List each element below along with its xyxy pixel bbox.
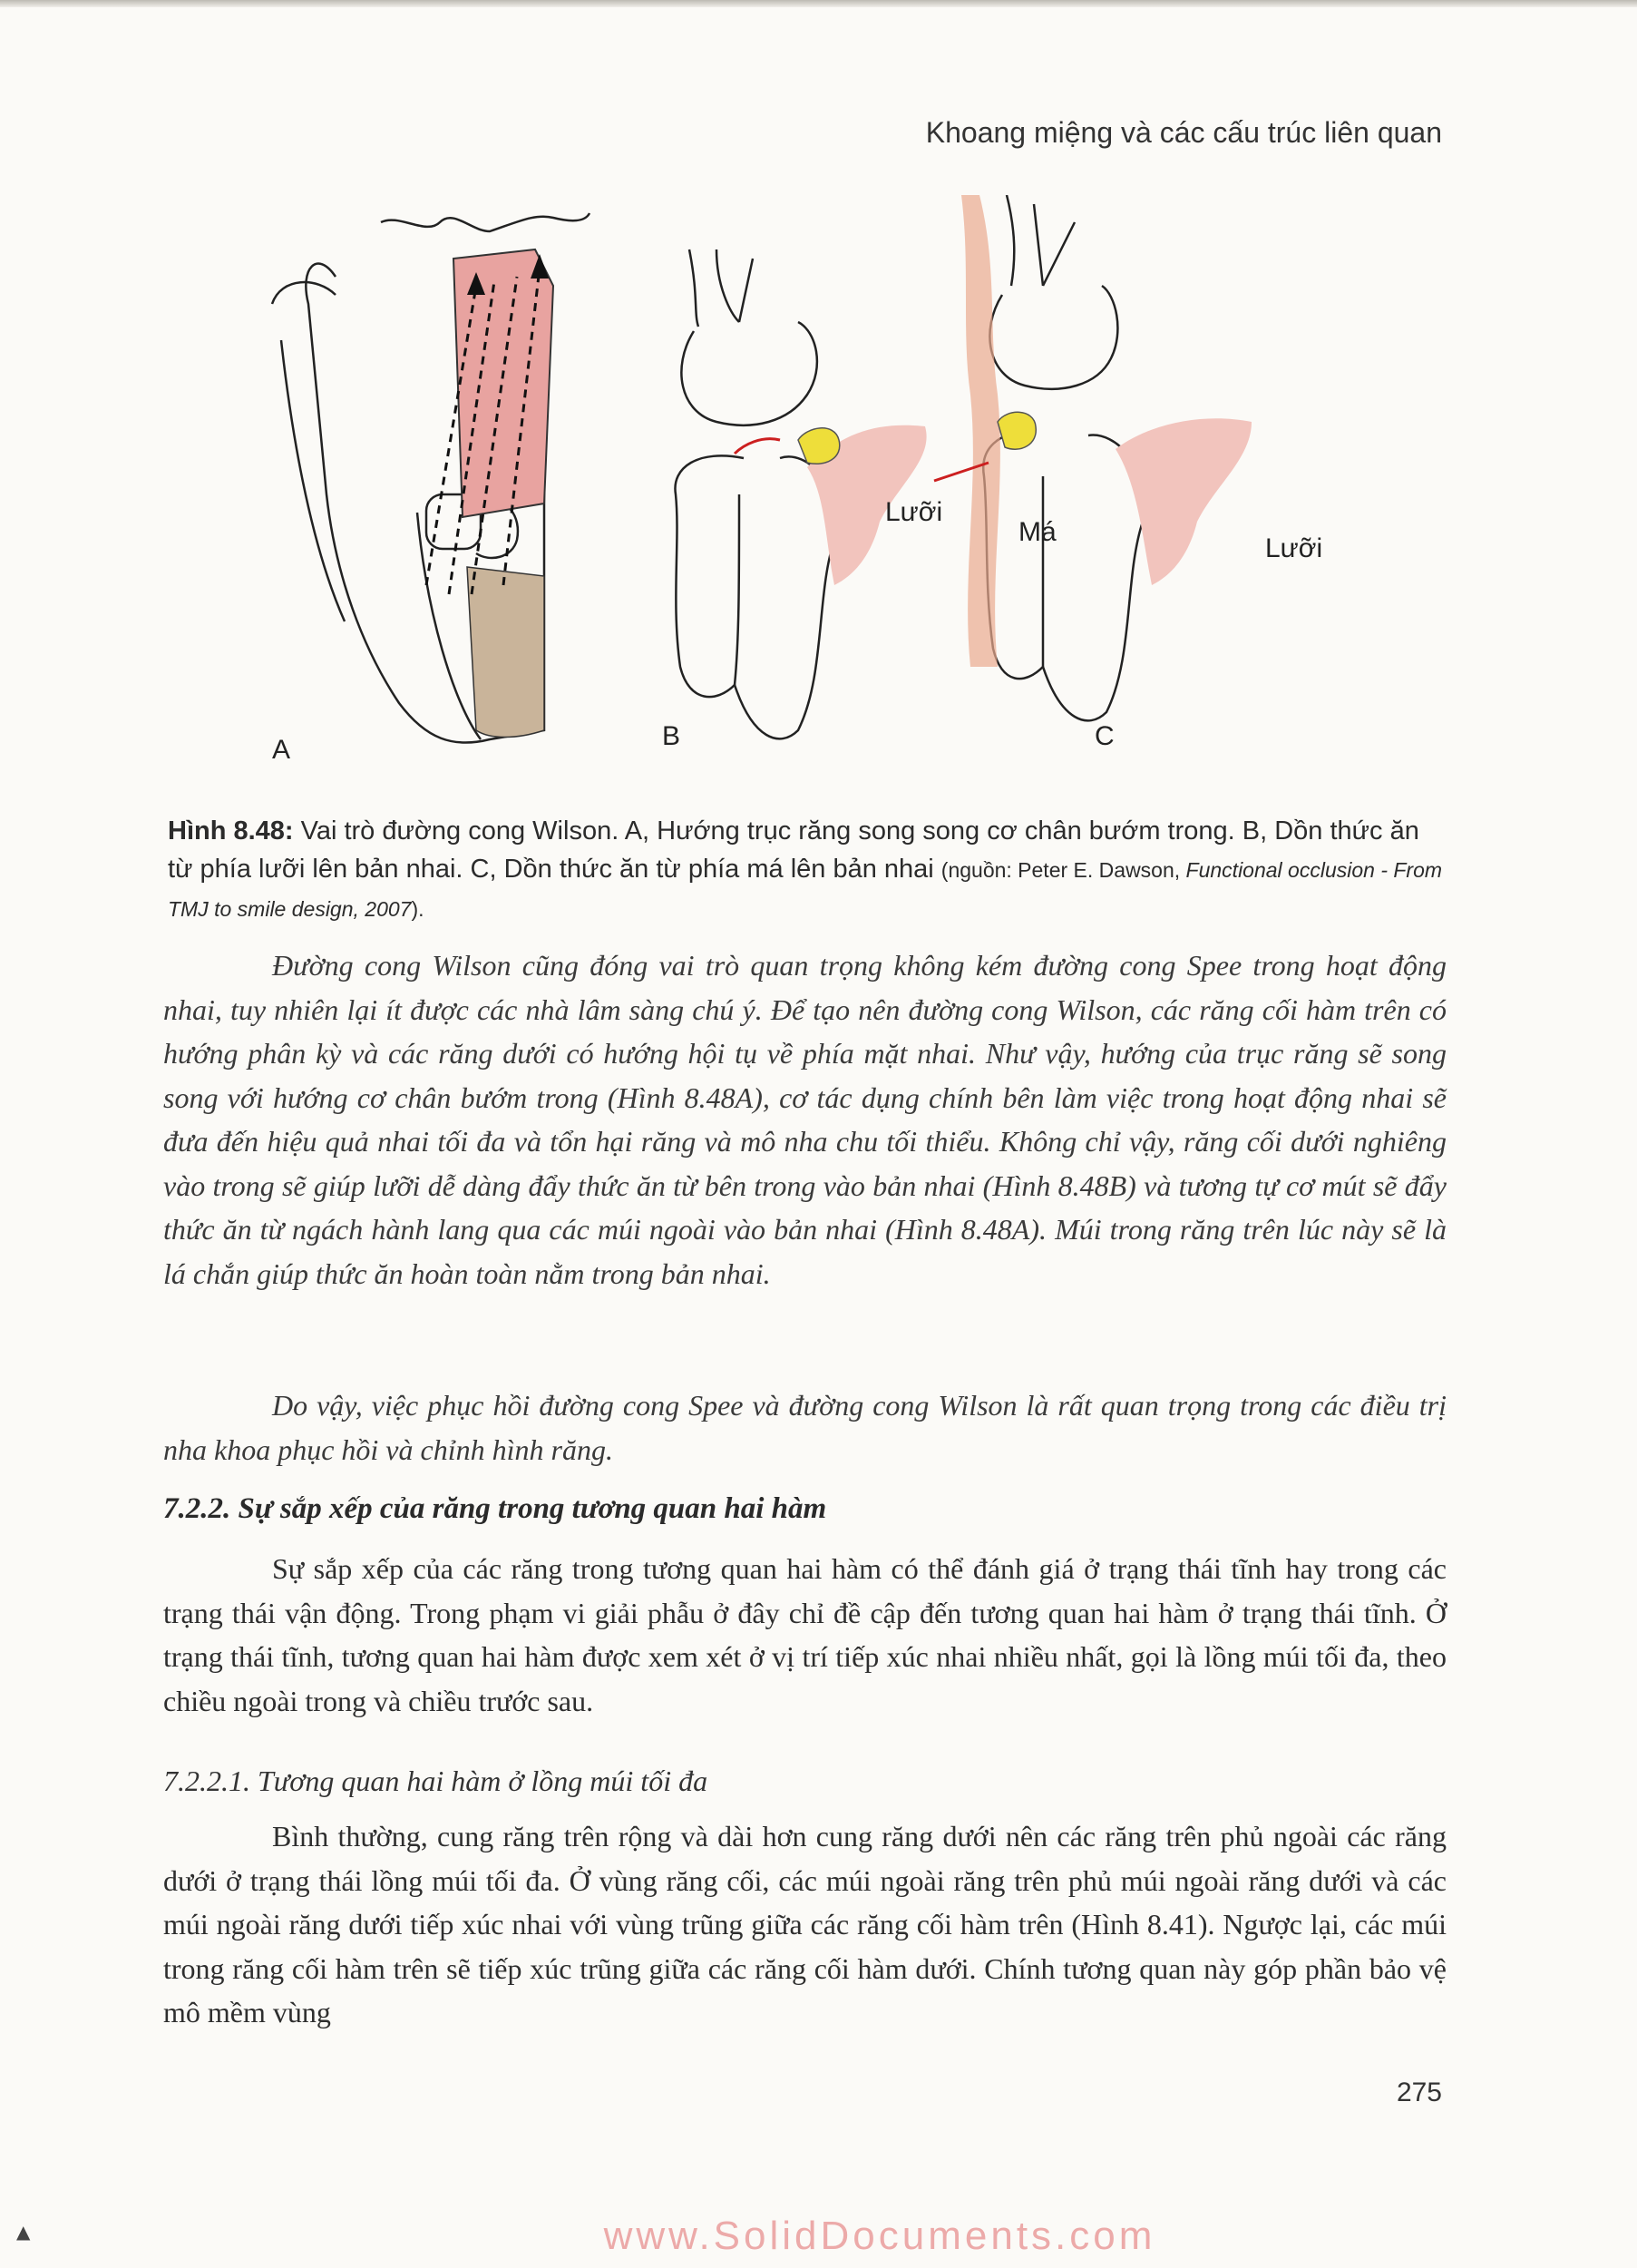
cheek-c xyxy=(961,195,1000,667)
paragraph-tooth-arrangement: Sự sắp xếp của các răng trong tương quan hai hàm có thể đánh giá ở trạng thái tĩnh hay trong các trạng thái vận động. Trong phạm vi giải phẫu ở đây chỉ đề cập đến tương quan hai hàm ở trạng thái tĩnh. Ở trạng thái tĩnh, tương quan hai hàm được xem xét ở vị trí tiếp xúc nhai nhiều nhất, gọi là lồng múi tối đa, theo chiều ngoài trong và chiều trước sau. xyxy=(163,1552,1447,1717)
top-edge xyxy=(0,0,1637,7)
label-cheek-c: Má xyxy=(1018,517,1057,547)
food-bolus-c xyxy=(998,412,1036,449)
section-heading-7-2-2: 7.2.2. Sự sắp xếp của răng trong tương quan hai hàm xyxy=(163,1492,827,1525)
arrow-b xyxy=(735,439,780,454)
caption-text: Vai trò đường cong Wilson. A, Hướng trục răng song song cơ chân bướm trong. B, Dồn thức ăn từ phía lưỡi lên bản nhai. C, Dồn thức ăn từ phía má lên bản nhai xyxy=(168,816,1419,884)
caption-source-prefix: (nguồn: Peter E. Dawson, xyxy=(940,858,1186,882)
caption-source-suffix: ). xyxy=(411,897,424,921)
caption-figure-number: Hình 8.48: xyxy=(168,816,294,846)
food-bolus-b xyxy=(798,428,840,464)
running-header: Khoang miệng và các cấu trúc liên quan xyxy=(925,116,1442,149)
tongue-c xyxy=(1116,418,1252,585)
caption-source-title: Functional occlusion - From TMJ to smile design, 2007 xyxy=(168,858,1443,921)
alveolar-bone xyxy=(467,567,544,738)
label-tongue-c: Lưỡi xyxy=(1265,533,1323,563)
paragraph-wilson-curve: Đường cong Wilson cũng đóng vai trò quan trọng không kém đường cong Spee trong hoạt động nhai, tuy nhiên lại ít được các nhà lâm sàng chú ý. Để tạo nên đường cong Wilson, các răng cối hàm trên có hướng phân kỳ và các răng dưới có hướng hội tụ về phía mặt nhai. Như vậy, hướng của trục răng sẽ song song với hướng cơ chân bướm trong (Hình 8.48A), cơ tác dụng chính bên làm việc trong hoạt động nhai sẽ đưa đến hiệu quả nhai tối đa và tổn hại răng và mô nha chu tối thiểu. Không chỉ vậy, răng cối dưới nghiêng vào trong sẽ giúp lưỡi dễ dàng đẩy thức ăn từ bên trong vào bản nhai (Hình 8.48B) và tương tự cơ mút sẽ đẩy thức ăn từ ngách hành lang qua các múi ngoài vào bản nhai (Hình 8.48A). Múi trong răng trên lúc này sẽ là lá chắn giúp thức ăn hoàn toàn nằm trong bản nhai. xyxy=(163,949,1447,1290)
paragraph-restoration: Do vậy, việc phục hồi đường cong Spee và đường cong Wilson là rất quan trọng trong các điều trị nha khoa phục hồi và chỉnh hình răng. xyxy=(163,1389,1447,1466)
tooth-illustration xyxy=(245,195,1442,776)
label-c: C xyxy=(1095,721,1115,751)
panel-c-drawing xyxy=(983,195,1144,720)
corner-mark: ▲ xyxy=(16,2221,31,2243)
label-a: A xyxy=(272,735,291,765)
paragraph-max-intercuspation: Bình thường, cung răng trên rộng và dài hơn cung răng dưới nên các răng trên phủ ngoài các răng dưới ở trạng thái lồng múi tối đa. Ở vùng răng cối, các múi ngoài răng trên phủ múi ngoài răng dưới và các múi ngoài răng dưới tiếp xúc nhai với vùng trũng giữa các răng cối hàm trên (Hình 8.41). Ngược lại, các múi trong răng cối hàm trên sẽ tiếp xúc trũng giữa các răng cối hàm dưới. Chính tương quan này góp phần bảo vệ mô mềm vùng xyxy=(163,1820,1447,2028)
label-tongue-b: Lưỡi xyxy=(885,497,943,527)
section-heading-7-2-2-1: 7.2.2.1. Tương quan hai hàm ở lồng múi tối đa xyxy=(163,1765,708,1797)
figure-8-48 xyxy=(245,195,1442,776)
figure-caption xyxy=(168,812,1447,928)
label-b: B xyxy=(662,721,681,751)
page-number: 275 xyxy=(1396,2077,1442,2107)
panel-b-drawing xyxy=(675,249,835,738)
watermark-logo: www.SolidDocuments.com xyxy=(603,2214,1156,2258)
